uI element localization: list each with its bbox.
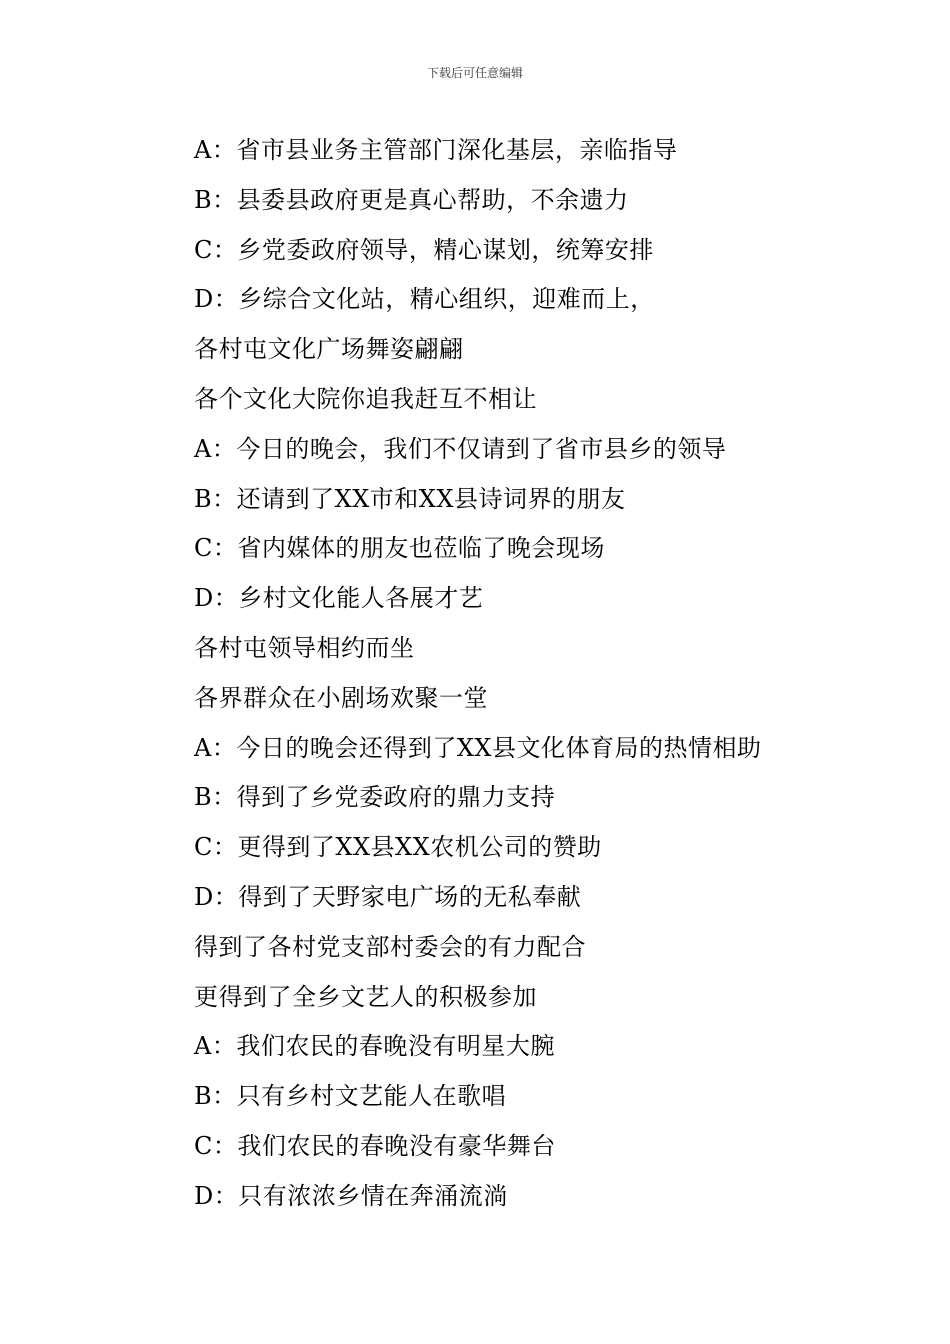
text-line: D：得到了天野家电广场的无私奉献 xyxy=(194,882,582,911)
text-line: 各村屯文化广场舞姿翩翩 xyxy=(194,335,464,364)
text-line: 各界群众在小剧场欢聚一堂 xyxy=(194,683,488,712)
text-line: A：今日的晚会还得到了XX县文化体育局的热情相助 xyxy=(194,733,762,762)
text-line: B：得到了乡党委政府的鼎力支持 xyxy=(194,783,556,812)
text-line: A：省市县业务主管部门深化基层，亲临指导 xyxy=(194,136,678,164)
text-line: B：县委县政府更是真心帮助，不余遗力 xyxy=(194,185,629,214)
text-line: 各村屯领导相约而坐 xyxy=(194,633,415,662)
page-header: 下载后可任意编辑 xyxy=(426,66,523,80)
text-line: D：乡村文化能人各展才艺 xyxy=(194,584,484,613)
text-line: 更得到了全乡文艺人的积极参加 xyxy=(194,982,537,1011)
text-line: 得到了各村党支部村委会的有力配合 xyxy=(194,932,586,961)
text-line: A：今日的晚会，我们不仅请到了省市县乡的领导 xyxy=(194,434,727,463)
text-line: D：乡综合文化站，精心组织，迎难而上， xyxy=(194,285,655,314)
text-line: B：还请到了XX市和XX县诗词界的朋友 xyxy=(194,484,626,513)
text-line: D：只有浓浓乡情在奔涌流淌 xyxy=(194,1181,508,1210)
text-line: C：我们农民的春晚没有豪华舞台 xyxy=(194,1131,556,1160)
text-line: C：省内媒体的朋友也莅临了晚会现场 xyxy=(194,534,605,563)
text-line: C：更得到了XX县XX农机公司的赞助 xyxy=(194,833,602,862)
document-body xyxy=(194,126,894,1222)
text-line: A：我们农民的春晚没有明星大腕 xyxy=(194,1032,555,1061)
text-line: C：乡党委政府领导，精心谋划，统筹安排 xyxy=(194,235,654,264)
text-line: 各个文化大院你追我赶互不相让 xyxy=(194,384,537,413)
text-line: B：只有乡村文艺能人在歌唱 xyxy=(194,1082,507,1111)
